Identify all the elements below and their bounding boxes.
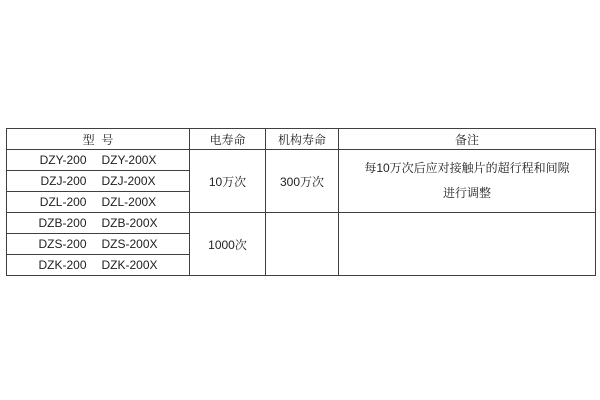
model-pair	[7, 258, 189, 272]
model-cell	[7, 234, 190, 255]
remarks-line-2: 进行调整	[442, 186, 491, 200]
model-cell	[7, 255, 190, 276]
model-cell	[7, 150, 190, 171]
model-pair	[7, 174, 189, 188]
column-header-electrical-life: 电寿命	[190, 129, 266, 150]
model-name-x: DZK-200X	[101, 258, 158, 272]
model-cell	[7, 192, 190, 213]
model-name: DZB-200	[38, 216, 87, 230]
model-cell	[7, 213, 190, 234]
model-name: DZS-200	[38, 237, 87, 251]
model-cell	[7, 171, 190, 192]
model-name: DZL-200	[39, 195, 87, 209]
table-row	[7, 150, 596, 171]
model-pair	[7, 237, 189, 251]
mechanical-life-cell	[266, 213, 339, 276]
model-name-x: DZB-200X	[101, 216, 158, 230]
model-pair	[7, 216, 189, 230]
remarks-cell	[339, 150, 596, 213]
model-pair	[7, 153, 189, 167]
column-header-mechanical-life: 机构寿命	[266, 129, 339, 150]
header-row	[7, 129, 596, 150]
model-name-x: DZS-200X	[101, 237, 158, 251]
column-header-model: 型 号	[7, 129, 190, 150]
relay-spec-table	[6, 128, 596, 276]
model-name: DZY-200	[39, 153, 87, 167]
model-name: DZJ-200	[40, 174, 87, 188]
table-row	[7, 213, 596, 234]
mechanical-life-cell: 300万次	[266, 150, 339, 213]
remarks-line-1: 每10万次后应对接触片的超行程和间隙	[364, 161, 570, 175]
electrical-life-cell: 1000次	[190, 213, 266, 276]
model-name-x: DZJ-200X	[101, 174, 156, 188]
model-pair	[7, 195, 189, 209]
electrical-life-cell: 10万次	[190, 150, 266, 213]
model-name-x: DZY-200X	[101, 153, 157, 167]
column-header-remarks: 备注	[339, 129, 596, 150]
model-name-x: DZL-200X	[101, 195, 157, 209]
model-name: DZK-200	[38, 258, 87, 272]
remarks-cell	[339, 213, 596, 276]
